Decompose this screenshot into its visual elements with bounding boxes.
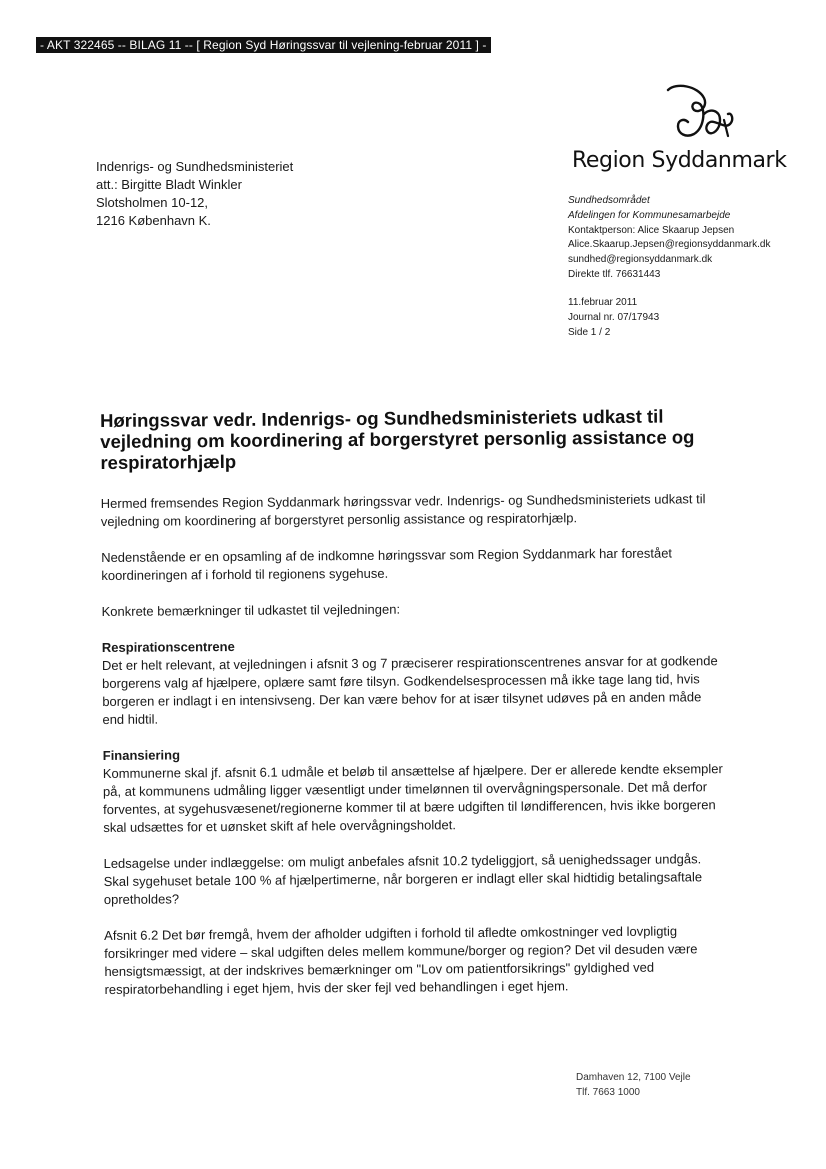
recipient-line: att.: Birgitte Bladt Winkler [96, 177, 242, 192]
intro-paragraph: Nedenstående er en opsamling af de indkomne høringssvar som Region Syddanmark har forestået koordineringen af i forhold til regionens sygehuse. [101, 545, 673, 583]
footer-address [576, 1070, 691, 1100]
section-heading: Finansiering [102, 747, 181, 763]
letter-body [100, 405, 725, 1017]
recipient-address [96, 158, 293, 230]
letter-meta [568, 296, 659, 340]
sender-info [568, 194, 770, 283]
section-respirationscentrene [102, 634, 723, 729]
ledsagelse-paragraph: Ledsagelse under indlæggelse: om muligt anbefales afsnit 10.2 tydeliggjort, så uenighedssager undgås. Skal sygehuset betale 100 % af hjælpertimerne, når borgeren er indlagt eller skal hidtidig betalingsaftale opretholdes? [103, 851, 703, 907]
document-stamp: - AKT 322465 -- BILAG 11 -- [ Region Syd Høringssvar til vejlening-februar 2011 ] - [36, 37, 491, 53]
footer-street: Damhaven 12, 7100 Vejle [576, 1072, 691, 1083]
section-heading: Respirationscentrene [101, 638, 235, 655]
recipient-line: Slotsholmen 10-12, [96, 195, 209, 210]
sender-area: Sundhedsområdet [568, 195, 650, 206]
recipient-line: 1216 København K. [96, 213, 211, 228]
afsnit-6-2-paragraph: Afsnit 6.2 Det bør fremgå, hvem der afholder udgiften i forhold til afledte omkostninger ved lovpligtig forsikringer med videre – skal udgiften deles mellem kommune/borger og region? Det vil desuden være hensigtsmæssigt, at der indskrives bemærkninger om "Lov om patientforsikrings" gyldighed ved respiratorbehandling i eget hjem, hvis der sker fejl ved behandlingen i eget hjem. [104, 923, 698, 997]
intro-paragraph: Hermed fremsendes Region Syddanmark høringssvar vedr. Indenrigs- og Sundhedsministeriets udkast til vejledning om koordinering af borgerstyret personlig assistance og respiratorhjælp. [100, 491, 706, 529]
region-syddanmark-logo-icon [664, 84, 736, 144]
section-text: Kommunerne skal jf. afsnit 6.1 udmåle et beløb til ansættelse af hjælpere. Der er allerede kendte eksempler på, at kommunens udmåling ligger væsentligt under timelønnen til overvågningspersonale. Det må derfor forventes, at sygehusvæsenet/regionerne kommer til at bære udgiften til løndifferencen, hvis ikke borgeren skal udsættes for et uønsket skift af hele overvågningsholdet. [102, 761, 723, 835]
section-text: Det er helt relevant, at vejledningen i afsnit 3 og 7 præciserer respirationscentrenes ansvar for at godkende borgerens valg af hjælpere, oplære samt føre tilsyn. Godkendelsesprocessen må ikke tage lang tid, hvis borgeren er indlagt i en intensivseng. Der kan være behov for at især tilsynet udøves på en anden måde end hidtil. [101, 653, 718, 727]
letter-title: Høringssvar vedr. Indenrigs- og Sundhedsministeriets udkast til vejledning om koordinering af borgerstyret personlig assistance og respiratorhjælp [100, 405, 695, 473]
journal-number: Journal nr. 07/17943 [568, 311, 660, 323]
sender-contact: Kontaktperson: Alice Skaarup Jepsen [568, 224, 735, 236]
page-number: Side 1 / 2 [568, 326, 611, 338]
recipient-line: Indenrigs- og Sundhedsministeriet [96, 159, 294, 174]
sender-phone: Direkte tlf. 76631443 [568, 268, 661, 280]
footer-phone: Tlf. 7663 1000 [576, 1087, 640, 1098]
sender-email: Alice.Skaarup.Jepsen@regionsyddanmark.dk [568, 239, 771, 251]
letter-date: 11.februar 2011 [568, 297, 638, 308]
sender-email: sundhed@regionsyddanmark.dk [568, 254, 713, 266]
intro-paragraph: Konkrete bemærkninger til udkastet til vejledningen: [101, 601, 401, 619]
logo-wordmark: Region Syddanmark [572, 148, 787, 173]
section-finansiering [103, 742, 724, 837]
sender-department: Afdelingen for Kommunesamarbejde [568, 209, 731, 221]
